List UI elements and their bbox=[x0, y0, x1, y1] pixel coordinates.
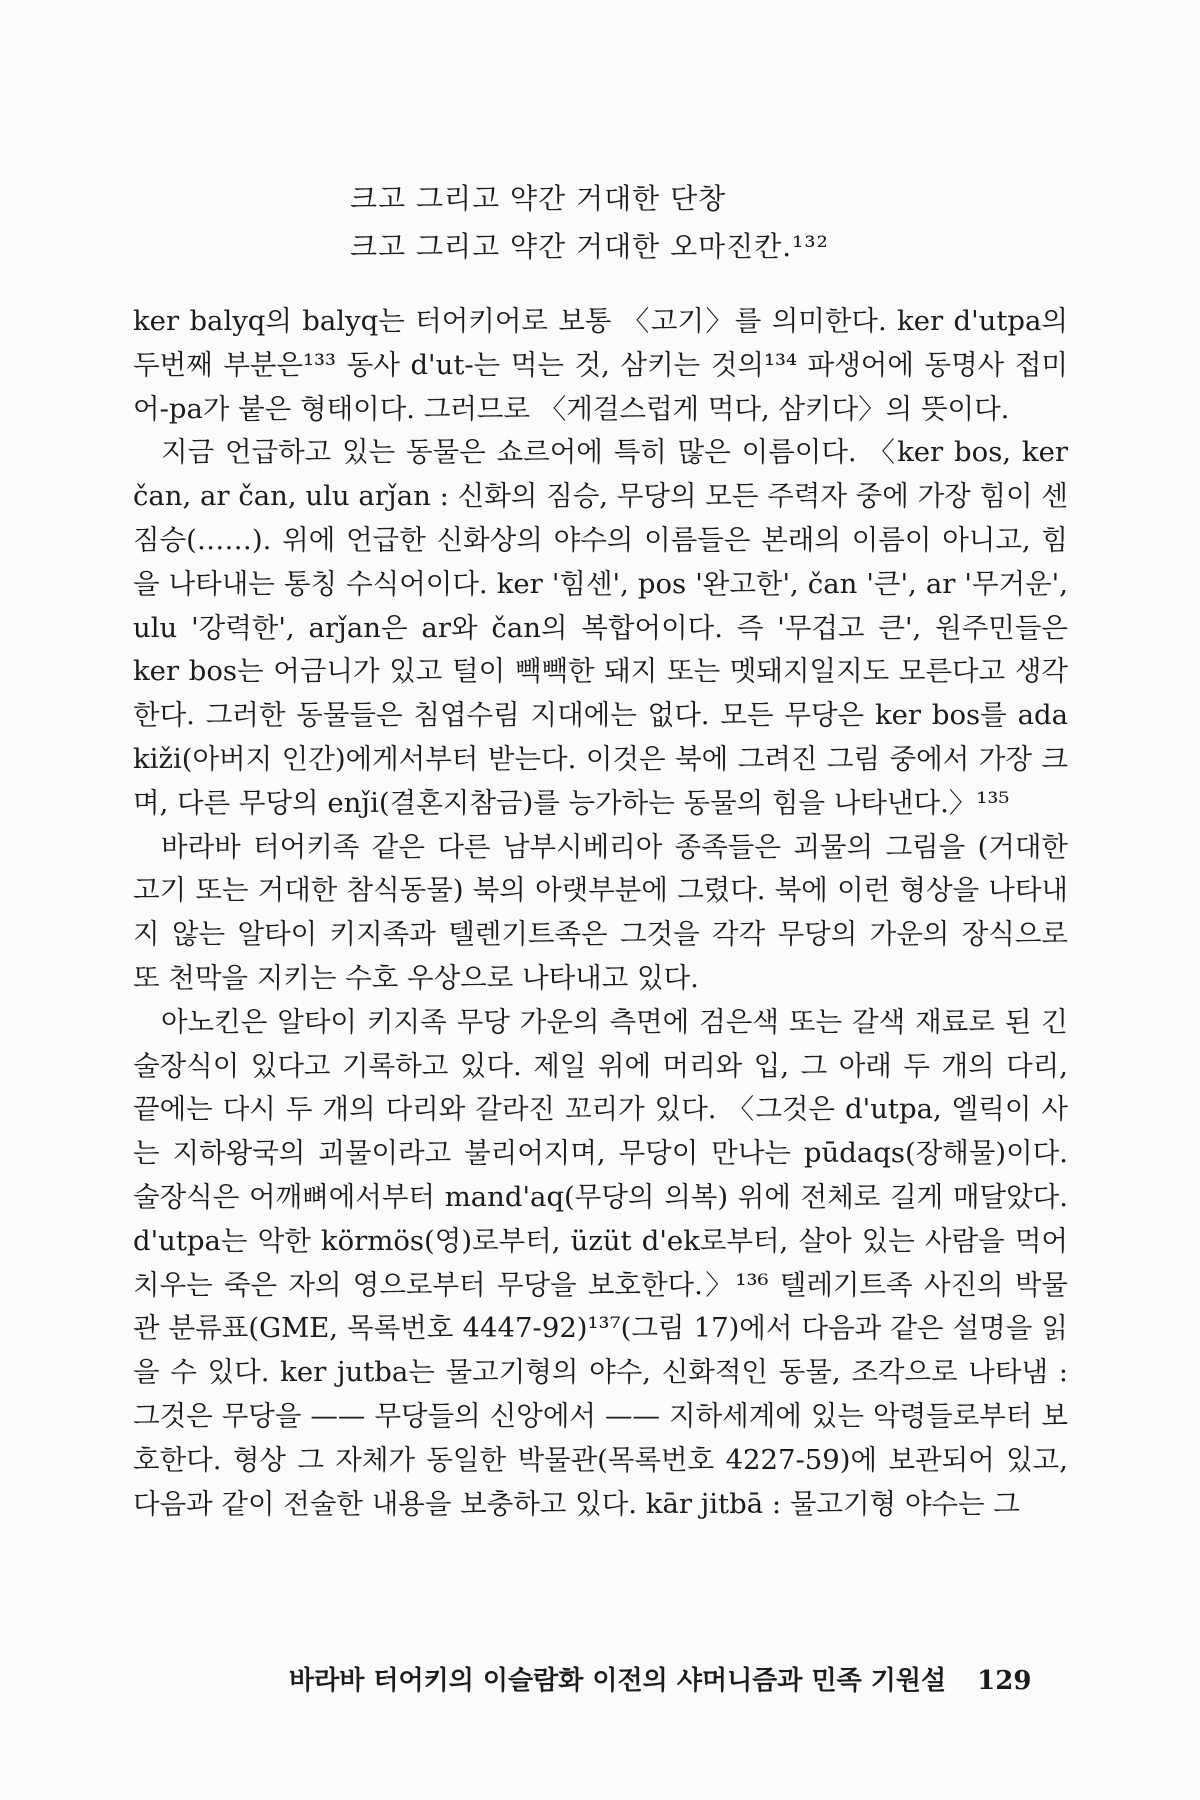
paragraph: ker balyq의 balyq는 터어키어로 보통 〈고기〉를 의미한다. ker d'utpa의 두번째 부분은¹³³ 동사 d'ut-는 먹는 것, 삼키는 것의¹³⁴ 파생어에 동명사 접미어-pa가 붙은 형태이다. 그러므로 〈게걸스럽게 먹다, 삼키다〉의 뜻이다. bbox=[133, 305, 1068, 425]
verse-block bbox=[350, 175, 1150, 271]
running-title: 바라바 터어키의 이슬람화 이전의 샤머니즘과 민족 기원설 bbox=[289, 1666, 947, 1696]
paragraph: 지금 언급하고 있는 동물은 쇼르어에 특히 많은 이름이다. 〈ker bos, ker čan, ar čan, ulu arǰan : 신화의 짐승, 무당의 모든 주력자 중에 가장 힘이 센 짐승(……). 위에 언급한 신화상의 야수의 이름들은 본래의 이름이 아니고, 힘을 나타내는 통칭 수식어이다. ker '힘센', pos '완고한', čan '큰', ar '무거운', ulu '강력한', arǰan은 ar와 čan의 복합어이다. 즉 '무겁고 큰', 원주민들은 ker bos는 어금니가 있고 털이 빽빽한 돼지 또는 멧돼지일지도 모른다고 생각한다. 그러한 동물들은 침엽수림 지대에는 없다. 모든 무당은 ker bos를 ada kiži(아버지 인간)에게서부터 받는다. 이것은 북에 그려진 그림 중에서 가장 크며, 다른 무당의 enǰi(결혼지참금)를 능가하는 동물의 힘을 나타낸다.〉¹³⁵ bbox=[133, 436, 1068, 819]
verse-line: 크고 그리고 약간 거대한 오마진칸.¹³² bbox=[350, 230, 829, 263]
paragraph: 아노킨은 알타이 키지족 무당 가운의 측면에 검은색 또는 갈색 재료로 된 긴 술장식이 있다고 기록하고 있다. 제일 위에 머리와 입, 그 아래 두 개의 다리, 끝에는 다시 두 개의 다리와 갈라진 꼬리가 있다. 〈그것은 d'utpa, 엘릭이 사는 지하왕국의 괴물이라고 불리어지며, 무당이 만나는 pūdaqs(장해물)이다. 술장식은 어깨뼈에서부터 mand'aq(무당의 의복) 위에 전체로 길게 매달았다. d'utpa는 악한 körmös(영)로부터, üzüt d'ek로부터, 살아 있는 사람을 먹어치우는 죽은 자의 영으로부터 무당을 보호한다.〉¹³⁶ 텔레기트족 사진의 박물관 분류표(GME, 목록번호 4447-92)¹³⁷(그림 17)에서 다음과 같은 설명을 읽을 수 있다. ker jutba는 물고기형의 야수, 신화적인 동물, 조각으로 나타냄 : 그것은 무당을 —— 무당들의 신앙에서 —— 지하세계에 있는 악령들로부터 보호한다. 형상 그 자체가 동일한 박물관(목록번호 4227-59)에 보관되어 있고, 다음과 같이 전술한 내용을 보충하고 있다. kār jitbā : 물고기형 야수는 그 bbox=[133, 1005, 1068, 1520]
page-footer bbox=[289, 1660, 1049, 1697]
page-number: 129 bbox=[977, 1666, 1032, 1696]
verse-line: 크고 그리고 약간 거대한 단창 bbox=[350, 182, 727, 215]
body-text bbox=[133, 300, 1068, 1526]
paragraph: 바라바 터어키족 같은 다른 남부시베리아 종족들은 괴물의 그림을 (거대한 고기 또는 거대한 참식동물) 북의 아랫부분에 그렸다. 북에 이런 형상을 나타내지 않는 알타이 키지족과 텔렌기트족은 그것을 각각 무당의 가운의 장식으로 또 천막을 지키는 수호 우상으로 나타내고 있다. bbox=[133, 830, 1068, 994]
